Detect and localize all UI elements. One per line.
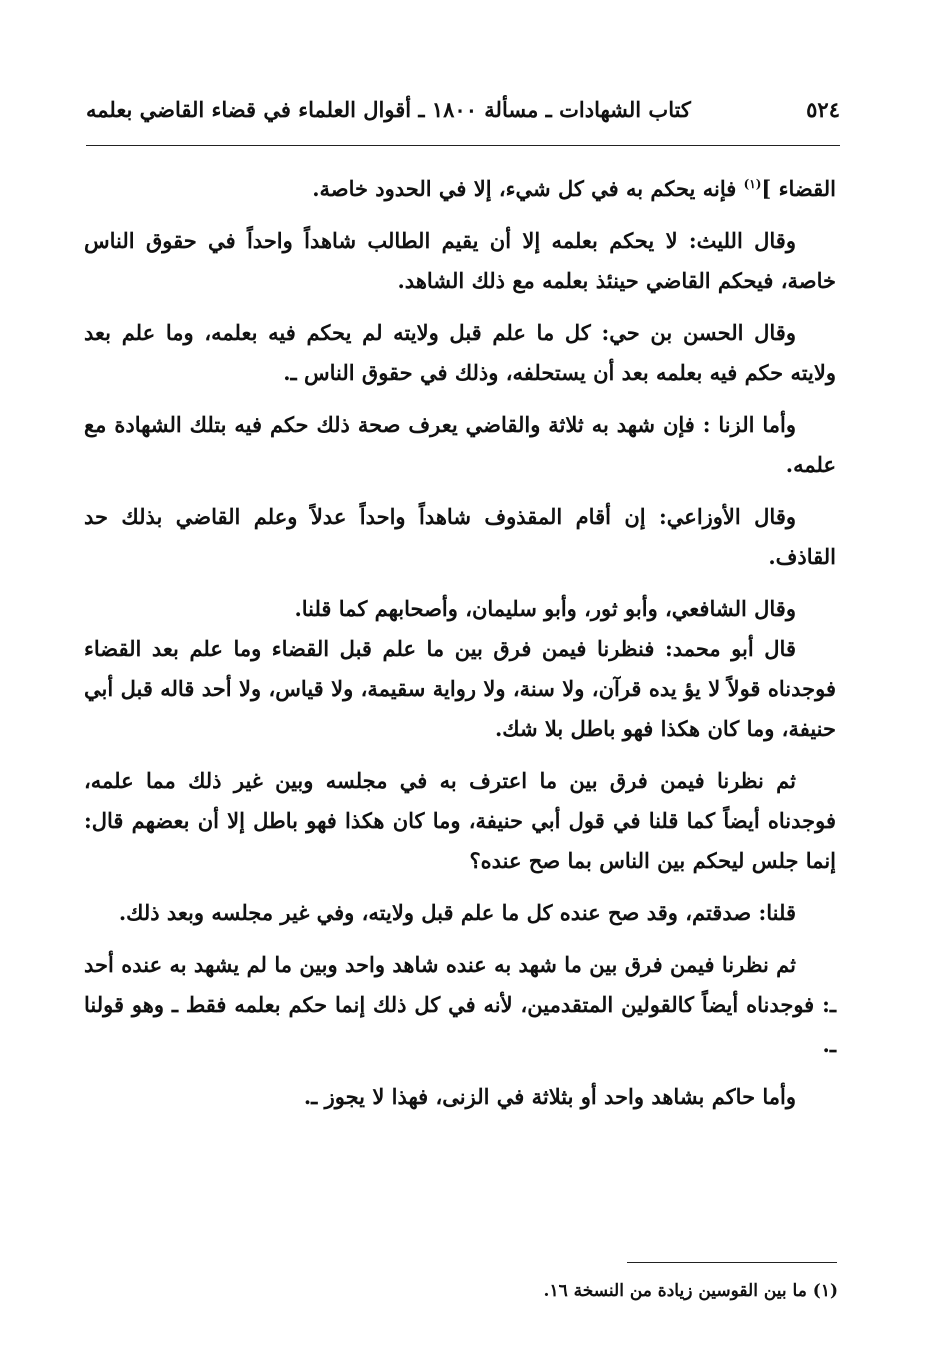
footnote: (١) ما بين القوسين زيادة من النسخة ١٦. — [543, 1281, 838, 1301]
paragraph: ثم نظرنا فيمن فرق بين ما شهد به عنده شاهد واحد وبين ما لم يشهد به عنده أحد ـ: فوجدناه أيضاً كالقولين المتقدمين، لأنه في كل ذلك إنما حكم بعلمه فقط ـ وهو قولنا ـ. — [84, 952, 836, 1057]
paragraph: قال أبو محمد: فنظرنا فيمن فرق بين ما علم قبل القضاء وما علم بعد القضاء فوجدناه قولاً لا يؤ يده قرآن، ولا سنة، ولا رواية سقيمة، ولا قياس، ولا أحد قاله قبل أبي حنيفة، وما كان هكذا فهو باطل بلا شك. — [84, 636, 836, 741]
footnote-rule — [627, 1262, 837, 1263]
paragraph: القضاء ]$^{(١)}$ فإنه يحكم به في كل شيء، إلا في الحدود خاصة. — [312, 176, 836, 201]
paragraph: وأما الزنا : فإن شهد به ثلاثة والقاضي يعرف صحة ذلك حكم فيه بتلك الشهادة مع علمه. — [84, 412, 836, 477]
paragraph: وقال الليث: لا يحكم بعلمه إلا أن يقيم الطالب شاهداً واحداً في حقوق الناس خاصة، فيحكم القاضي حينئذ بعلمه مع ذلك الشاهد. — [84, 228, 836, 293]
paragraph: وقال الأوزاعي: إن أقام المقذوف شاهداً واحداً عدلاً وعلم القاضي بذلك حد القاذف. — [84, 504, 836, 569]
paragraph: وقال الشافعي، وأبو ثور، وأبو سليمان، وأصحابهم كما قلنا. — [294, 596, 796, 621]
paragraph: قلنا: صدقتم، وقد صح عنده كل ما علم قبل ولايته، وفي غير مجلسه وبعد ذلك. — [118, 900, 796, 925]
running-title: كتاب الشهادات ـ مسألة ١٨٠٠ ـ أقوال العلماء في قضاء القاضي بعلمه — [86, 97, 691, 122]
paragraph: وقال الحسن بن حي: كل ما علم قبل ولايته لم يحكم فيه بعلمه، وما علم بعد ولايته حكم فيه بعلمه بعد أن يستحلفه، وذلك في حقوق الناس ـ. — [84, 320, 836, 385]
header-rule — [86, 145, 840, 146]
paragraph: وأما حاكم بشاهد واحد أو بثلاثة في الزنى، فهذا لا يجوز ـ. — [303, 1084, 796, 1109]
page-number: ٥٢٤ — [806, 97, 840, 122]
paragraph: ثم نظرنا فيمن فرق بين ما اعترف به في مجلسه وبين غير ذلك مما علمه، فوجدناه أيضاً كما قلنا في قول أبي حنيفة، وما كان هكذا فهو باطل إلا أن بعضهم قال: إنما جلس ليحكم بين الناس بما صح عنده؟ — [84, 768, 836, 873]
footnote-marker[interactable]: (١) — [743, 177, 762, 191]
running-header — [86, 78, 840, 122]
body-text — [84, 164, 836, 1117]
